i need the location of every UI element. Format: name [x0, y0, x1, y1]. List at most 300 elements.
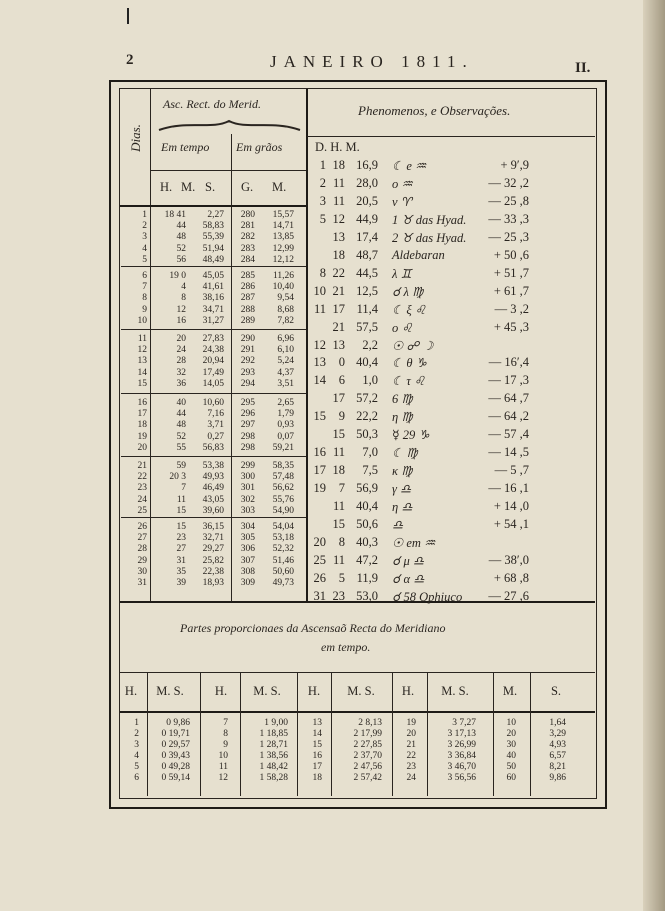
phen-value: — 5 ,7: [494, 463, 529, 477]
asc-hours-minutes: 44: [176, 221, 186, 231]
page-number: 2: [126, 52, 134, 68]
phen-minute: 28,0: [356, 176, 378, 190]
asc-arc-minutes: 54,04: [272, 522, 294, 532]
phen-minute: 7,5: [362, 463, 378, 477]
asc-seconds: 24,38: [202, 345, 224, 355]
phen-day: 5: [319, 212, 326, 226]
asc-seconds: 25,82: [202, 556, 224, 566]
day-number: 1: [142, 210, 147, 220]
rule-under-subgroup: [150, 170, 306, 171]
phen-event: κ ♍︎: [392, 464, 413, 478]
col-gm: M.: [272, 180, 287, 194]
asc-degrees: 286: [240, 282, 255, 292]
asc-arc-minutes: 54,90: [272, 506, 294, 516]
phen-hour: 13: [332, 230, 345, 244]
asc-degrees: 297: [240, 420, 255, 430]
phen-value: — 32 ,2: [488, 176, 529, 190]
phen-hour: 11: [332, 553, 345, 567]
asc-seconds: 38,16: [202, 293, 224, 303]
asc-seconds: 56,83: [202, 443, 224, 453]
asc-arc-minutes: 10,40: [272, 282, 294, 292]
phen-value: — 16′,4: [488, 355, 529, 369]
prop-cell: 3 26,99: [447, 740, 476, 750]
asc-seconds: 43,05: [202, 495, 224, 505]
phen-day: 25: [313, 553, 326, 567]
asc-degrees: 301: [240, 483, 255, 493]
phen-event: ♎︎: [392, 518, 404, 532]
prop-cell: 14: [312, 729, 322, 739]
phen-day: 31: [313, 589, 326, 603]
asc-hours-minutes: 18 41: [164, 210, 186, 220]
prop-cell: 0 59,14: [161, 773, 190, 783]
phen-hour: 7: [338, 481, 345, 495]
prop-header: H.: [124, 684, 138, 698]
asc-seconds: 17,49: [202, 368, 224, 378]
asc-hours-minutes: 48: [176, 420, 186, 430]
phen-value: — 27 ,6: [488, 589, 529, 603]
prop-cell: 0 39,43: [161, 751, 190, 761]
days-heading: Dias.: [128, 124, 143, 152]
asc-hours-minutes: 7: [181, 483, 186, 493]
prop-cell: 2 57,42: [353, 773, 382, 783]
phen-event: ☿ 29 ♑︎: [392, 428, 430, 442]
phen-event: ☾ ♍︎: [392, 446, 418, 460]
phen-minute: 47,2: [356, 553, 378, 567]
day-number: 22: [137, 472, 147, 482]
prop-cell: 1: [134, 718, 139, 728]
phen-day: 10: [313, 284, 326, 298]
phen-minute: 17,4: [356, 230, 378, 244]
prop-cell: 50: [506, 762, 516, 772]
asc-hours-minutes: 20: [176, 334, 186, 344]
asc-arc-minutes: 11,26: [272, 271, 294, 281]
asc-seconds: 48,49: [202, 255, 224, 265]
rule-under-prop-heads: [120, 711, 595, 713]
phen-day: 1: [319, 158, 326, 172]
asc-arc-minutes: 9,54: [277, 293, 294, 303]
phen-event: ν ♈︎: [392, 195, 412, 209]
prop-cell: 3 46,70: [447, 762, 476, 772]
phen-value: + 68 ,8: [493, 571, 529, 585]
asc-degrees: 303: [240, 506, 255, 516]
phen-day: 12: [313, 338, 326, 352]
phen-minute: 11,4: [356, 302, 378, 316]
asc-degrees: 305: [240, 533, 255, 543]
prop-cell: 0 19,71: [161, 729, 190, 739]
prop-cell: 3 7,27: [452, 718, 476, 728]
asc-seconds: 29,27: [202, 544, 224, 554]
asc-arc-minutes: 2,65: [277, 398, 294, 408]
phen-value: — 33 ,3: [488, 212, 529, 226]
phen-minute: 22,2: [356, 409, 378, 423]
prop-cell: 1 38,56: [259, 751, 288, 761]
asc-arc-minutes: 15,57: [272, 210, 294, 220]
rule-under-phen-title: [307, 136, 595, 137]
asc-degrees: 309: [240, 578, 255, 588]
day-number: 10: [137, 316, 147, 326]
phen-minute: 16,9: [356, 158, 378, 172]
brace-ornament: [157, 118, 302, 134]
asc-hours-minutes: 56: [176, 255, 186, 265]
group-separator: [121, 266, 306, 267]
asc-degrees: 285: [240, 271, 255, 281]
prop-cell: 3 56,56: [447, 773, 476, 783]
asc-arc-minutes: 52,32: [272, 544, 294, 554]
asc-seconds: 58,83: [202, 221, 224, 231]
prop-cell: 1 28,71: [259, 740, 288, 750]
asc-degrees: 304: [240, 522, 255, 532]
prop-cell: 20: [506, 729, 516, 739]
prop-cell: 2 47,56: [353, 762, 382, 772]
asc-hours-minutes: 20 3: [169, 472, 186, 482]
phen-hour: 18: [332, 463, 345, 477]
asc-hours-minutes: 44: [176, 409, 186, 419]
asc-hours-minutes: 16: [176, 316, 186, 326]
asc-seconds: 41,61: [202, 282, 224, 292]
prop-header: M.: [502, 684, 518, 698]
asc-degrees: 280: [240, 210, 255, 220]
day-number: 6: [142, 271, 147, 281]
phen-day: 20: [313, 535, 326, 549]
phen-event: ☌ α ♎︎: [392, 572, 425, 586]
phen-minute: 11,9: [356, 571, 378, 585]
group-separator: [121, 393, 306, 394]
phen-value: + 51 ,7: [493, 266, 529, 280]
prop-cell: 8: [223, 729, 228, 739]
phen-event: γ ♎︎: [392, 482, 412, 496]
asc-seconds: 14,05: [202, 379, 224, 389]
prop-cell: 18: [312, 773, 322, 783]
asc-seconds: 10,60: [202, 398, 224, 408]
day-number: 20: [137, 443, 147, 453]
phen-event: o ♒︎: [392, 177, 413, 191]
asc-hours-minutes: 23: [176, 533, 186, 543]
asc-arc-minutes: 12,99: [272, 244, 294, 254]
asc-arc-minutes: 8,68: [277, 305, 294, 315]
prop-cell: 0 29,57: [161, 740, 190, 750]
phen-event: ☉ ☍ ☽: [392, 339, 434, 353]
rule-under-col-heads: [120, 205, 306, 207]
day-number: 3: [142, 232, 147, 242]
day-number: 14: [137, 368, 147, 378]
asc-arc-minutes: 6,10: [277, 345, 294, 355]
phen-hour: 11: [332, 194, 345, 208]
phen-hour: 18: [332, 248, 345, 262]
prop-cell: 21: [406, 740, 416, 750]
phen-minute: 57,5: [356, 320, 378, 334]
prop-cell: 5: [134, 762, 139, 772]
asc-hours-minutes: 32: [176, 368, 186, 378]
phen-value: — 25 ,8: [488, 194, 529, 208]
asc-degrees: 290: [240, 334, 255, 344]
phen-value: — 64 ,7: [488, 391, 529, 405]
phen-hour: 21: [332, 284, 345, 298]
asc-seconds: 7,16: [207, 409, 224, 419]
asc-hours-minutes: 52: [176, 432, 186, 442]
prop-cell: 4,93: [549, 740, 566, 750]
phen-event: Aldebaran: [392, 248, 445, 262]
asc-arc-minutes: 5,24: [277, 356, 294, 366]
phen-value: — 38′,0: [488, 553, 529, 567]
prop-cell: 2 17,99: [353, 729, 382, 739]
phen-day: 15: [313, 409, 326, 423]
day-number: 24: [137, 495, 147, 505]
phen-value: — 57 ,4: [488, 427, 529, 441]
prop-header: S.: [550, 684, 562, 698]
asc-seconds: 31,27: [202, 316, 224, 326]
asc-hours-minutes: 36: [176, 379, 186, 389]
phen-minute: 56,9: [356, 481, 378, 495]
asc-arc-minutes: 3,51: [277, 379, 294, 389]
asc-seconds: 55,39: [202, 232, 224, 242]
asc-degrees: 282: [240, 232, 255, 242]
day-number: 23: [137, 483, 147, 493]
phen-event: λ ♊︎: [392, 267, 412, 281]
asc-arc-minutes: 59,21: [272, 443, 294, 453]
phen-hour: 12: [332, 212, 345, 226]
phen-hour: 21: [332, 320, 345, 334]
asc-degrees: 296: [240, 409, 255, 419]
prop-cell: 19: [406, 718, 416, 728]
prop-cell: 16: [312, 751, 322, 761]
asc-degrees: 302: [240, 495, 255, 505]
asc-hours-minutes: 15: [176, 522, 186, 532]
prop-cell: 23: [406, 762, 416, 772]
phen-event: ☌ 58 Ophiuco: [392, 590, 463, 604]
phen-hour: 11: [332, 499, 345, 513]
asc-arc-minutes: 6,96: [277, 334, 294, 344]
asc-arc-minutes: 0,07: [277, 432, 294, 442]
asc-seconds: 32,71: [202, 533, 224, 543]
asc-seconds: 18,93: [202, 578, 224, 588]
phen-value: + 61 ,7: [493, 284, 529, 298]
phen-value: — 17 ,3: [488, 373, 529, 387]
asc-seconds: 49,93: [202, 472, 224, 482]
asc-seconds: 51,94: [202, 244, 224, 254]
prop-header: H.: [307, 684, 321, 698]
phen-hour: 17: [332, 302, 345, 316]
folio-mark: II.: [575, 60, 591, 76]
asc-seconds: 36,15: [202, 522, 224, 532]
asc-hours-minutes: 19 0: [169, 271, 186, 281]
phen-hour: 5: [338, 571, 345, 585]
em-graos-heading: Em grãos: [236, 140, 283, 154]
asc-hours-minutes: 15: [176, 506, 186, 516]
day-number: 16: [137, 398, 147, 408]
phen-hour: 15: [332, 517, 345, 531]
asc-arc-minutes: 12,12: [272, 255, 294, 265]
asc-hours-minutes: 40: [176, 398, 186, 408]
asc-degrees: 306: [240, 544, 255, 554]
phen-minute: 2,2: [362, 338, 378, 352]
prop-cell: 7: [223, 718, 228, 728]
phen-day: 19: [313, 481, 326, 495]
prop-cell: 0 49,28: [161, 762, 190, 772]
day-number: 27: [137, 533, 147, 543]
prop-cell: 3,29: [549, 729, 566, 739]
asc-arc-minutes: 56,62: [272, 483, 294, 493]
phen-hour: 23: [332, 589, 345, 603]
asc-hours-minutes: 48: [176, 232, 186, 242]
asc-hours-minutes: 8: [181, 293, 186, 303]
ink-mark: [127, 8, 129, 24]
phen-event: ☌ μ ♎︎: [392, 554, 425, 568]
asc-seconds: 22,38: [202, 567, 224, 577]
phen-event: 1 ♉︎ das Hyad.: [392, 213, 467, 227]
asc-hours-minutes: 55: [176, 443, 186, 453]
phen-hour: 9: [338, 409, 345, 423]
col-g: G.: [241, 180, 254, 194]
asc-arc-minutes: 57,48: [272, 472, 294, 482]
prop-header: M. S.: [441, 684, 469, 698]
asc-arc-minutes: 0,93: [277, 420, 294, 430]
phen-minute: 7,0: [362, 445, 378, 459]
phen-minute: 48,7: [356, 248, 378, 262]
running-title: JANEIRO 1811.: [270, 52, 474, 71]
asc-degrees: 281: [240, 221, 255, 231]
phen-minute: 40,3: [356, 535, 378, 549]
asc-arc-minutes: 49,73: [272, 578, 294, 588]
phen-day: 16: [313, 445, 326, 459]
phen-minute: 57,2: [356, 391, 378, 405]
asc-seconds: 2,27: [207, 210, 224, 220]
phen-minute: 50,3: [356, 427, 378, 441]
asc-degrees: 284: [240, 255, 255, 265]
phen-event: o ♌︎: [392, 321, 413, 335]
phen-event: ☾ τ ♌︎: [392, 374, 426, 388]
day-number: 8: [142, 293, 147, 303]
phen-value: — 14 ,5: [488, 445, 529, 459]
prop-cell: 30: [506, 740, 516, 750]
phen-hour: 13: [332, 338, 345, 352]
prop-cell: 1 9,00: [264, 718, 288, 728]
asc-arc-minutes: 7,82: [277, 316, 294, 326]
asc-degrees: 308: [240, 567, 255, 577]
phen-value: + 50 ,6: [493, 248, 529, 262]
group-separator: [121, 329, 306, 330]
day-number: 15: [137, 379, 147, 389]
asc-arc-minutes: 13,85: [272, 232, 294, 242]
phen-value: + 9′,9: [500, 158, 529, 172]
prop-cell: 2 37,70: [353, 751, 382, 761]
phen-hour: 6: [338, 373, 345, 387]
prop-header: M. S.: [156, 684, 184, 698]
phen-hour: 11: [332, 445, 345, 459]
prop-cell: 6,57: [549, 751, 566, 761]
phen-event: ☾ e ♒︎: [392, 159, 427, 173]
prop-cell: 12: [218, 773, 228, 783]
asc-degrees: 295: [240, 398, 255, 408]
phen-event: ☌ λ ♍︎: [392, 285, 424, 299]
phen-minute: 50,6: [356, 517, 378, 531]
prop-cell: 1 58,28: [259, 773, 288, 783]
phen-day: 17: [313, 463, 326, 477]
asc-degrees: 298: [240, 432, 255, 442]
group-separator: [121, 517, 306, 518]
phen-minute: 12,5: [356, 284, 378, 298]
prop-cell: 2 8,13: [358, 718, 382, 728]
day-number: 26: [137, 522, 147, 532]
asc-hours-minutes: 31: [176, 556, 186, 566]
phen-day: 26: [313, 571, 326, 585]
prop-cell: 15: [312, 740, 322, 750]
proportional-title-2: em tempo.: [321, 640, 371, 654]
asc-rect-heading: Asc. Rect. do Merid.: [163, 97, 261, 111]
prop-cell: 24: [406, 773, 416, 783]
prop-cell: 9: [223, 740, 228, 750]
day-number: 7: [142, 282, 147, 292]
asc-seconds: 46,49: [202, 483, 224, 493]
prop-cell: 10: [506, 718, 516, 728]
asc-hours-minutes: 28: [176, 356, 186, 366]
phen-value: — 16 ,1: [488, 481, 529, 495]
asc-degrees: 299: [240, 461, 255, 471]
phen-minute: 53,0: [356, 589, 378, 603]
asc-degrees: 288: [240, 305, 255, 315]
prop-cell: 3 36,84: [447, 751, 476, 761]
asc-degrees: 294: [240, 379, 255, 389]
asc-hours-minutes: 59: [176, 461, 186, 471]
col-s: S.: [205, 180, 216, 194]
prop-cell: 9,86: [549, 773, 566, 783]
phen-hour: 15: [332, 427, 345, 441]
phen-event: 2 ♉︎ das Hyad.: [392, 231, 467, 245]
phen-minute: 40,4: [356, 355, 378, 369]
phen-minute: 20,5: [356, 194, 378, 208]
asc-arc-minutes: 50,60: [272, 567, 294, 577]
phen-hour: 17: [332, 391, 345, 405]
prop-cell: 40: [506, 751, 516, 761]
phen-value: + 54 ,1: [493, 517, 529, 531]
phen-event: 6 ♍︎: [392, 392, 413, 406]
day-number: 19: [137, 432, 147, 442]
group-separator: [121, 456, 306, 457]
asc-hours-minutes: 39: [176, 578, 186, 588]
day-number: 31: [137, 578, 147, 588]
phen-value: — 25 ,3: [488, 230, 529, 244]
phenomena-title: Phenomenos, e Observações.: [358, 103, 511, 118]
prop-col-divider: [530, 673, 531, 796]
asc-degrees: 289: [240, 316, 255, 326]
phen-event: ☾ θ ♑︎: [392, 356, 427, 370]
phen-day: 8: [319, 266, 326, 280]
asc-seconds: 27,83: [202, 334, 224, 344]
prop-cell: 11: [218, 762, 228, 772]
prop-header: H.: [214, 684, 228, 698]
prop-cell: 22: [406, 751, 416, 761]
phen-minute: 40,4: [356, 499, 378, 513]
asc-hours-minutes: 4: [181, 282, 186, 292]
prop-cell: 0 9,86: [166, 718, 190, 728]
prop-cell: 8,21: [549, 762, 566, 772]
prop-cell: 2 27,85: [353, 740, 382, 750]
prop-cell: 1,64: [549, 718, 566, 728]
phen-hour: 0: [338, 355, 345, 369]
prop-cell: 60: [506, 773, 516, 783]
prop-cell: 17: [312, 762, 322, 772]
em-tempo-heading: Em tempo: [161, 140, 210, 154]
asc-arc-minutes: 1,79: [277, 409, 294, 419]
asc-arc-minutes: 55,76: [272, 495, 294, 505]
asc-seconds: 45,05: [202, 271, 224, 281]
asc-degrees: 287: [240, 293, 255, 303]
divider-main: [306, 89, 308, 601]
proportional-title-1: Partes proporcionaes da Ascensaõ Recta do Meridiano: [180, 621, 446, 635]
day-number: 2: [142, 221, 147, 231]
day-number: 12: [137, 345, 147, 355]
asc-seconds: 20,94: [202, 356, 224, 366]
col-h: H.: [160, 180, 173, 194]
